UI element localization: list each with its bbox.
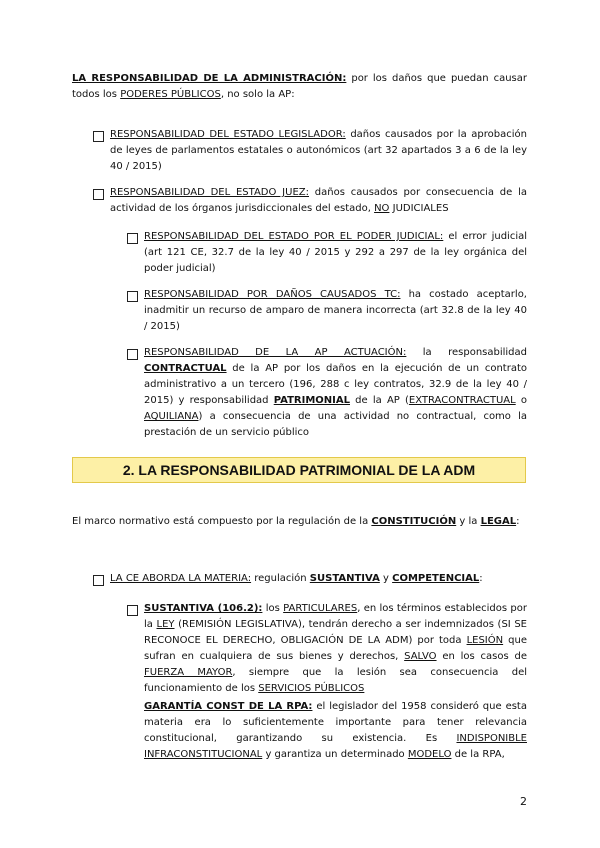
item-legislador [110,127,527,175]
checkbox-ce[interactable] [93,575,104,586]
marco-constitucion: CONSTITUCIÓN [371,516,457,527]
juez-title: RESPONSABILIDAD DEL ESTADO JUEZ: [110,187,309,198]
sustantiva-title: SUSTANTIVA (106.2): [144,603,263,614]
marco-text-3: : [516,516,520,527]
marco-paragraph [72,514,527,530]
section-heading: 2. LA RESPONSABILIDAD PATRIMONIAL DE LA ADM [72,457,526,483]
checkbox-sustantiva[interactable] [127,605,138,616]
sustantiva-ley: LEY [156,619,175,630]
juez-text-end: JUDICIALES [389,203,449,214]
page-number: 2 [520,795,527,808]
ap-text-2: de la AP por los daños en la ejecución de un contrato administrativo a un tercero (196, 288 c ley contratos, 32.9 de la ley 40 / 2015) y responsabilidad [144,363,527,406]
ce-title: LA CE ABORDA LA MATERIA: [110,573,252,584]
ce-competencial: COMPETENCIAL [392,573,480,584]
item-tc [144,287,527,335]
ap-title: RESPONSABILIDAD DE LA AP ACTUACIÓN: [144,347,407,358]
sustantiva-particulares: PARTICULARES [283,603,358,614]
intro-title: LA RESPONSABILIDAD DE LA ADMINISTRACIÓN: [72,73,347,84]
legislador-title: RESPONSABILIDAD DEL ESTADO LEGISLADOR: [110,129,346,140]
ap-extracontractual: EXTRACONTRACTUAL [408,395,516,406]
garantia-text-2: y garantiza un determinado [262,749,408,760]
garantia-modelo: MODELO [407,749,452,760]
tc-text: ha costado aceptarlo, inadmitir un recurso de amparo de manera incorrecta (art 32.8 de la ley 40 / 2015) [144,289,527,332]
legislador-text: daños causados por la aprobación de leyes de parlamentos estatales o autonómicos (art 32 apartados 3 a 6 de la ley 40 / 2015) [110,129,527,172]
ce-sustantiva: SUSTANTIVA [309,573,380,584]
ce-text-2: y [379,573,393,584]
garantia-indisponible: INDISPONIBLE [456,733,527,744]
sustantiva-lesion: LESIÓN [466,635,504,646]
sustantiva-text-2: , en los términos establecidos por la [144,603,527,630]
item-poder-judicial [144,229,527,277]
garantia-infraconst: INFRACONSTITUCIONAL [144,749,263,760]
marco-text-1: El marco normativo está compuesto por la regulación de la [72,516,372,527]
garantia-title: GARANTÍA CONST DE LA RPA: [144,701,313,712]
item-ap-actuacion [144,345,527,441]
marco-legal: LEGAL [480,516,517,527]
marco-text-2: y la [456,516,481,527]
sustantiva-salvo: SALVO [404,651,437,662]
checkbox-tc[interactable] [127,291,138,302]
checkbox-poder-judicial[interactable] [127,233,138,244]
intro-text: por los daños que puedan causar todos los [72,73,527,100]
ce-text-1: regulación [251,573,310,584]
ap-text-5: ) a consecuencia de una actividad no contractual, como la prestación de un servicio público [144,411,527,438]
intro-poderes: PODERES PÚBLICOS [120,89,221,100]
ap-text-3: de la AP ( [350,395,409,406]
item-sustantiva [144,601,527,697]
ap-text-4: o [515,395,527,406]
tc-title: RESPONSABILIDAD POR DAÑOS CAUSADOS TC: [144,289,401,300]
sustantiva-fuerza-mayor: FUERZA MAYOR [144,667,233,678]
garantia-text-3: de la RPA, [451,749,505,760]
sustantiva-text-4: que sufran en cualquiera de sus bienes y derechos, [144,635,527,662]
sustantiva-text-3: (REMISIÓN LEGISLATIVA), tendrán derecho a ser indemnizados (SI SE RECONOCE EL DERECHO, OBLIGACIÓN DE LA ADM) por toda [144,619,527,646]
ap-text-1: la responsabilidad [406,347,527,358]
ap-aquiliana: AQUILIANA [144,411,199,422]
checkbox-ap-actuacion[interactable] [127,349,138,360]
garantia-paragraph [144,699,527,763]
sustantiva-text-6: , siempre que la lesión sea consecuencia del funcionamiento de los [144,667,528,694]
ap-patrimonial: PATRIMONIAL [273,395,350,406]
checkbox-juez[interactable] [93,189,104,200]
sustantiva-servicios: SERVICIOS PÚBLICOS [258,683,365,694]
intro-text-end: , no solo la AP: [220,89,295,100]
garantia-text-1: el legislador del 1958 consideró que esta materia era lo suficientemente importante para tener relevancia constitucional, garantizando su existencia. Es [144,701,527,744]
item-juez [110,185,527,217]
checkbox-legislador[interactable] [93,131,104,142]
sustantiva-text-5: en los casos de [436,651,527,662]
juez-text: daños causados por consecuencia de la actividad de los órganos jurisdiccionales del estado, [110,187,527,214]
item-ce [110,571,527,587]
poder-judicial-text: el error judicial (art 121 CE, 32.7 de la ley 40 / 2015 y 292 a 297 de la ley orgánica del poder judicial) [144,231,528,274]
ap-contractual: CONTRACTUAL [144,363,227,374]
intro-paragraph [72,71,527,103]
sustantiva-text-1: los [262,603,284,614]
juez-no: NO [374,203,390,214]
ce-text-3: : [479,573,483,584]
poder-judicial-title: RESPONSABILIDAD DEL ESTADO POR EL PODER JUDICIAL: [144,231,444,242]
